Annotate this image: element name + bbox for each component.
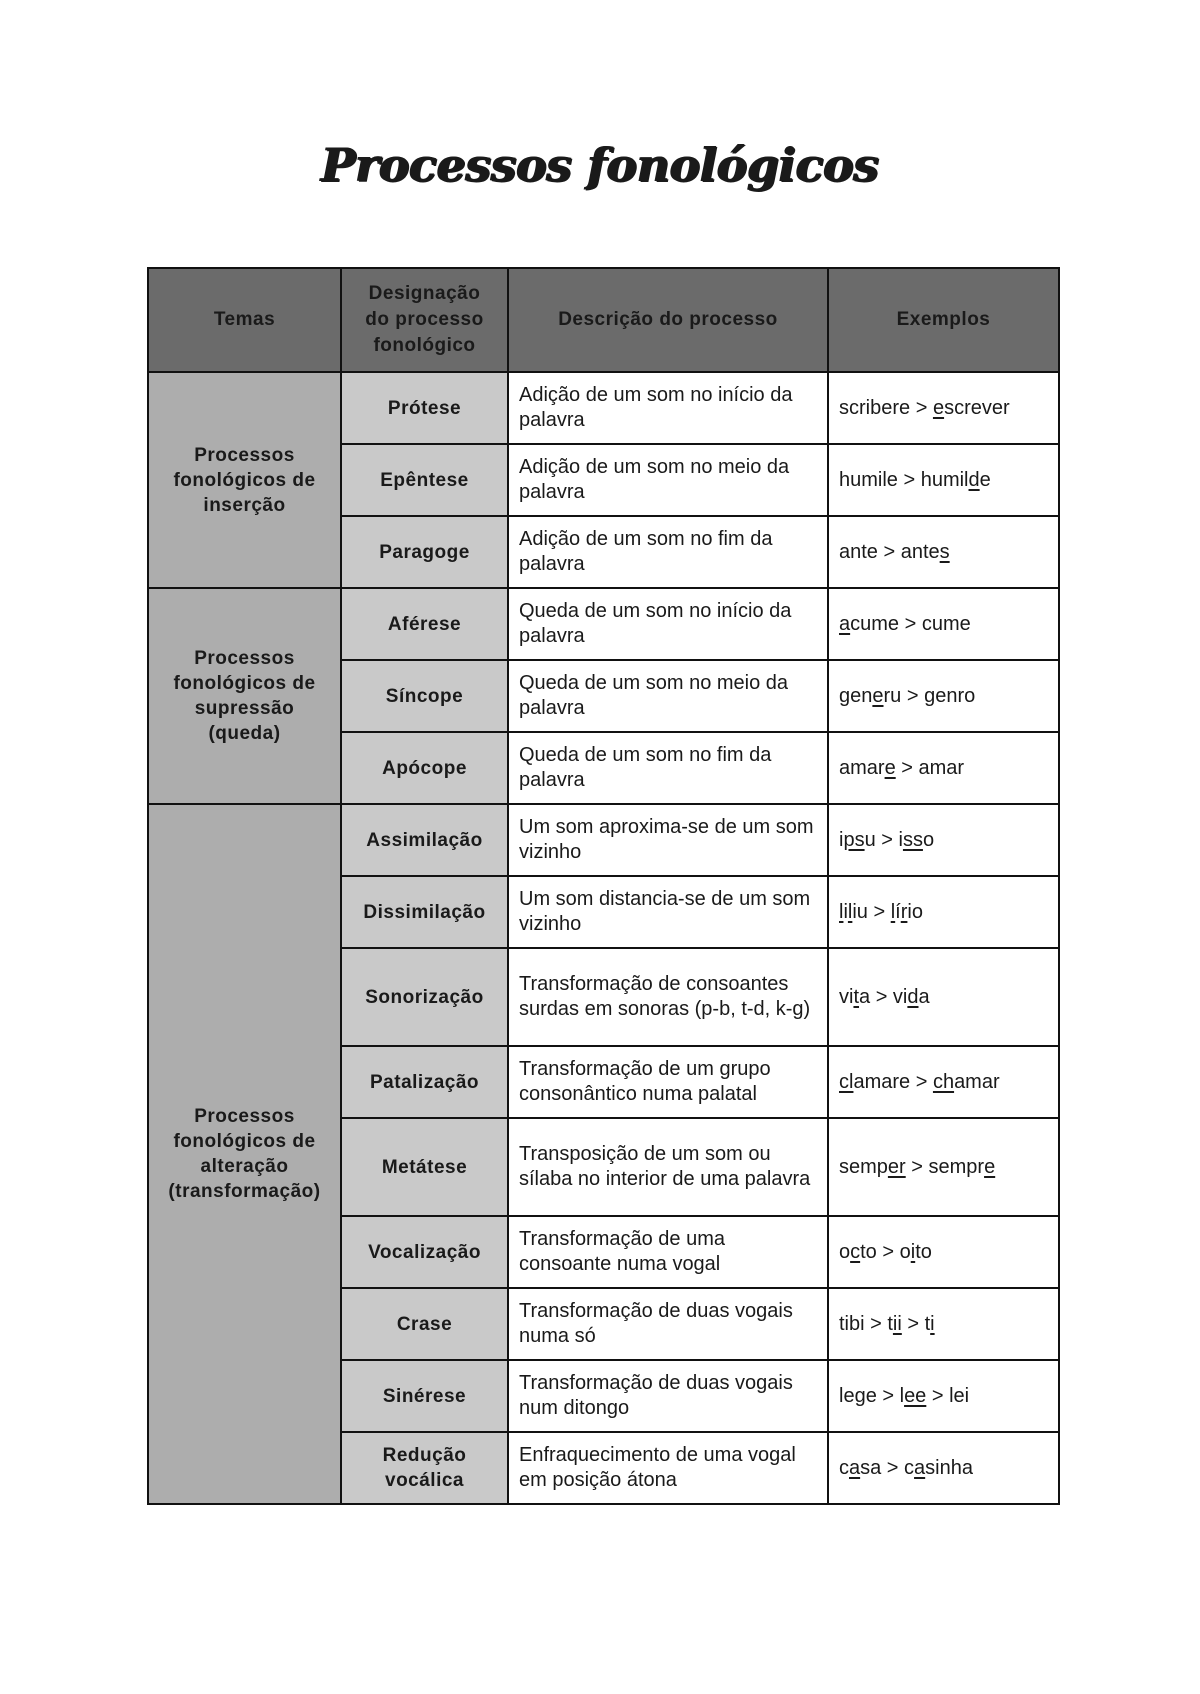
designacao-label: Sonorização	[365, 986, 484, 1008]
exemplo-text: humile > humil	[839, 468, 969, 491]
designacao-label: Apócope	[382, 757, 467, 779]
exemplo-text: ante > ante	[839, 540, 940, 563]
exemplo-text: io	[907, 900, 923, 923]
exemplo-text: a > vi	[859, 985, 908, 1008]
descricao-cell: Adição de um som no início da palavra	[508, 372, 828, 444]
exemplo-highlight: i	[910, 1240, 916, 1263]
exemplo-highlight: d	[968, 468, 980, 491]
designacao-label: Sinérese	[382, 1385, 467, 1407]
exemplo-highlight: a	[914, 1456, 926, 1479]
exemplo-text: > amar	[895, 756, 965, 779]
descricao-cell: Queda de um som no meio da palavra	[508, 660, 828, 732]
exemplo-highlight: ch	[932, 1070, 955, 1093]
exemplo-text: sa > c	[860, 1456, 915, 1479]
designacao-label: Prótese	[387, 397, 462, 419]
descricao-cell: Queda de um som no início da palavra	[508, 588, 828, 660]
exemplo-cell	[828, 1216, 1059, 1288]
exemplo-cell	[828, 516, 1059, 588]
exemplo-cell	[828, 1118, 1059, 1216]
page-title: Processos fonológicos	[321, 138, 879, 192]
tema-cell	[148, 372, 341, 588]
descricao-cell: Transposição de um som ou sílaba no interior de uma palavra	[508, 1118, 828, 1216]
exemplo-cell	[828, 588, 1059, 660]
designacao-cell	[341, 516, 508, 588]
exemplo-text: c	[839, 1456, 849, 1479]
table-header	[148, 268, 1059, 372]
designacao-cell	[341, 1118, 508, 1216]
tema-cell	[148, 804, 341, 1504]
exemplo-highlight: ps	[843, 828, 865, 851]
designacao-cell	[341, 732, 508, 804]
exemplo-highlight: e	[872, 684, 884, 707]
exemplo-text: amar	[954, 1070, 1000, 1093]
exemplo-highlight: a	[839, 612, 851, 635]
exemplo-cell	[828, 444, 1059, 516]
descricao-cell: Transformação de duas vogais numa só	[508, 1288, 828, 1360]
table-row	[148, 588, 1059, 660]
exemplo-text: o	[839, 1240, 851, 1263]
exemplo-text: i	[839, 828, 844, 851]
designacao-label: Patalização	[370, 1071, 479, 1093]
exemplo-cell	[828, 1046, 1059, 1118]
exemplo-highlight: l	[890, 900, 896, 923]
descricao-cell: Transformação de duas vogais num ditongo	[508, 1360, 828, 1432]
descricao-cell: Transformação de uma consoante numa vogal	[508, 1216, 828, 1288]
tema-label: Processos fonológicos de inserção	[173, 444, 316, 516]
exemplo-highlight: e	[884, 756, 896, 779]
designacao-cell	[341, 1216, 508, 1288]
exemplo-text: a	[918, 985, 930, 1008]
descricao-cell: Um som distancia-se de um som vizinho	[508, 876, 828, 948]
designacao-cell	[341, 1288, 508, 1360]
exemplo-highlight: r	[900, 900, 908, 923]
exemplo-text: vi	[839, 985, 854, 1008]
exemplo-cell	[828, 372, 1059, 444]
exemplo-text: cume > cume	[850, 612, 971, 635]
table-body	[148, 372, 1059, 1504]
exemplo-text: u > i	[864, 828, 903, 851]
exemplo-highlight: l	[847, 900, 853, 923]
exemplo-text: ru > genro	[883, 684, 976, 707]
designacao-label: Paragoge	[379, 541, 470, 563]
designacao-cell	[341, 948, 508, 1046]
exemplo-text: i	[843, 900, 848, 923]
exemplo-text: e	[979, 468, 991, 491]
exemplo-highlight: cl	[839, 1070, 854, 1093]
designacao-cell	[341, 588, 508, 660]
exemplo-cell	[828, 1432, 1059, 1504]
exemplo-text: > sempr	[905, 1155, 985, 1178]
designacao-label: Síncope	[385, 685, 464, 707]
exemplo-highlight: ss	[902, 828, 923, 851]
exemplo-text: > lei	[926, 1384, 970, 1407]
exemplo-cell	[828, 948, 1059, 1046]
designacao-cell	[341, 444, 508, 516]
descricao-cell: Um som aproxima-se de um som vizinho	[508, 804, 828, 876]
exemplo-text: to > o	[860, 1240, 911, 1263]
exemplo-text: amare >	[853, 1070, 933, 1093]
exemplo-highlight: l	[839, 900, 844, 923]
designacao-label: Vocalização	[368, 1241, 481, 1263]
tema-label: Processos fonológicos de supressão (queda)	[173, 648, 316, 744]
designacao-cell	[341, 804, 508, 876]
designacao-cell	[341, 372, 508, 444]
exemplo-cell	[828, 876, 1059, 948]
designacao-cell	[341, 660, 508, 732]
exemplo-text: gen	[839, 684, 873, 707]
exemplo-highlight: d	[907, 985, 919, 1008]
exemplo-highlight: e	[932, 396, 945, 419]
designacao-cell	[341, 1360, 508, 1432]
designacao-label: Assimilação	[366, 829, 483, 851]
exemplo-text: lege > l	[839, 1384, 905, 1407]
designacao-label: Dissimilação	[363, 901, 486, 923]
phonological-processes-table	[147, 267, 1060, 1505]
exemplo-text: í	[895, 900, 901, 923]
designacao-cell	[341, 1432, 508, 1504]
descricao-cell: Enfraquecimento de uma vogal em posição átona	[508, 1432, 828, 1504]
exemplo-text: amar	[839, 756, 885, 779]
designacao-cell	[341, 876, 508, 948]
exemplo-text: iu >	[852, 900, 891, 923]
header-designacao-label: Designação do processo fonológico	[365, 283, 484, 356]
designacao-label: Aférese	[387, 613, 462, 635]
header-temas: Temas	[148, 268, 341, 372]
designacao-label: Crase	[396, 1313, 453, 1335]
exemplo-cell	[828, 660, 1059, 732]
exemplo-highlight: t	[853, 985, 860, 1008]
tema-label: Processos fonológicos de alteração (transformação)	[168, 1106, 321, 1202]
descricao-cell: Transformação de um grupo consonântico numa palatal	[508, 1046, 828, 1118]
exemplo-highlight: e	[984, 1155, 996, 1178]
descricao-cell: Queda de um som no fim da palavra	[508, 732, 828, 804]
header-designacao	[341, 268, 508, 372]
header-exemplos: Exemplos	[828, 268, 1059, 372]
designacao-cell	[341, 1046, 508, 1118]
exemplo-highlight: ee	[904, 1384, 927, 1407]
header-descricao: Descrição do processo	[508, 268, 828, 372]
tema-cell	[148, 588, 341, 804]
table-row	[148, 804, 1059, 876]
exemplo-cell	[828, 1360, 1059, 1432]
table-row	[148, 372, 1059, 444]
exemplo-text: screver	[944, 396, 1010, 419]
exemplo-highlight: a	[849, 1456, 861, 1479]
exemplo-cell	[828, 804, 1059, 876]
exemplo-highlight: s	[939, 540, 950, 563]
exemplo-text: sinha	[925, 1456, 973, 1479]
exemplo-highlight: er	[887, 1155, 906, 1178]
descricao-cell: Adição de um som no fim da palavra	[508, 516, 828, 588]
exemplo-text: semp	[839, 1155, 888, 1178]
exemplo-highlight: i	[930, 1312, 935, 1335]
designacao-label: Redução vocálica	[382, 1445, 467, 1491]
exemplo-text: tibi > t	[839, 1312, 893, 1335]
designacao-label: Metátese	[381, 1156, 468, 1178]
exemplo-highlight: ii	[892, 1312, 902, 1335]
designacao-label: Epêntese	[380, 469, 469, 491]
exemplo-cell	[828, 732, 1059, 804]
exemplo-text: to	[915, 1240, 932, 1263]
exemplo-highlight: c	[850, 1240, 861, 1263]
exemplo-text: scribere >	[839, 396, 933, 419]
exemplo-text: > t	[901, 1312, 931, 1335]
descricao-cell: Transformação de consoantes surdas em sonoras (p-b, t-d, k-g)	[508, 948, 828, 1046]
descricao-cell: Adição de um som no meio da palavra	[508, 444, 828, 516]
exemplo-cell	[828, 1288, 1059, 1360]
exemplo-text: o	[922, 828, 935, 851]
